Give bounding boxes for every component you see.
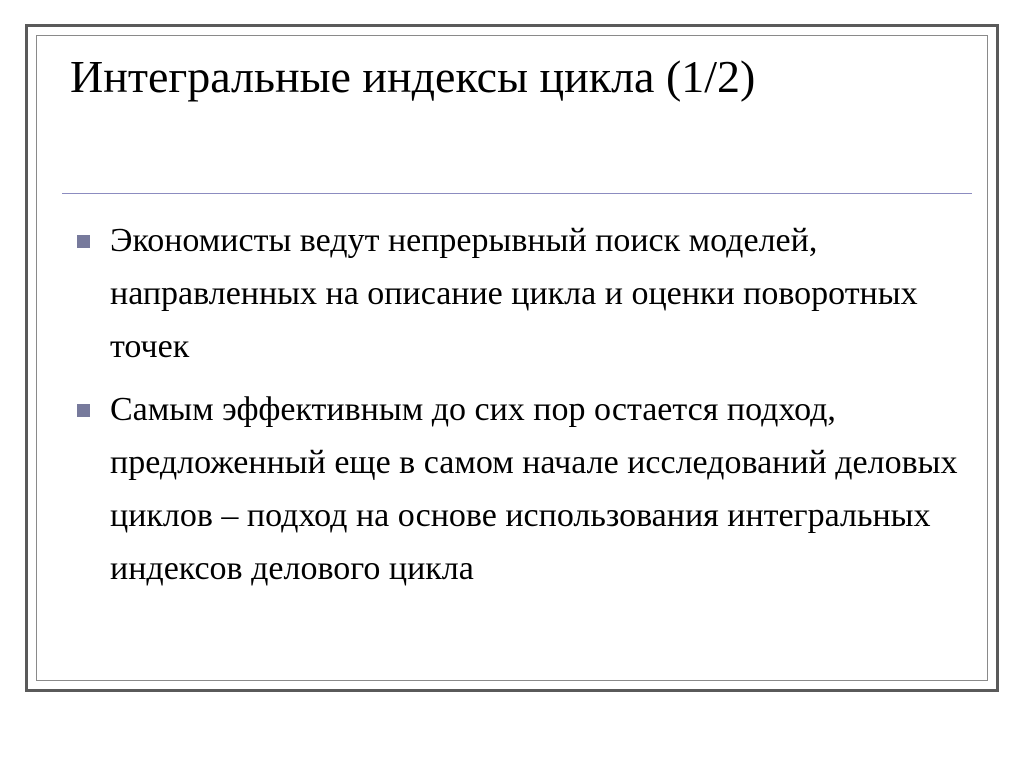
square-bullet-icon — [77, 235, 90, 248]
slide-title: Интегральные индексы цикла (1/2) — [70, 51, 756, 102]
bullet-item — [70, 214, 960, 373]
title-divider — [62, 193, 972, 194]
bullet-list — [70, 214, 960, 605]
bullet-text: Экономисты ведут непрерывный поиск моделей, направленных на описание цикла и оценки поворотных точек — [110, 222, 918, 365]
bullet-item — [70, 383, 960, 595]
square-bullet-icon — [77, 404, 90, 417]
bullet-text: Самым эффективным до сих пор остается подход, предложенный еще в самом начале исследований деловых циклов – подход на основе использования интегральных индексов делового цикла — [110, 391, 958, 587]
